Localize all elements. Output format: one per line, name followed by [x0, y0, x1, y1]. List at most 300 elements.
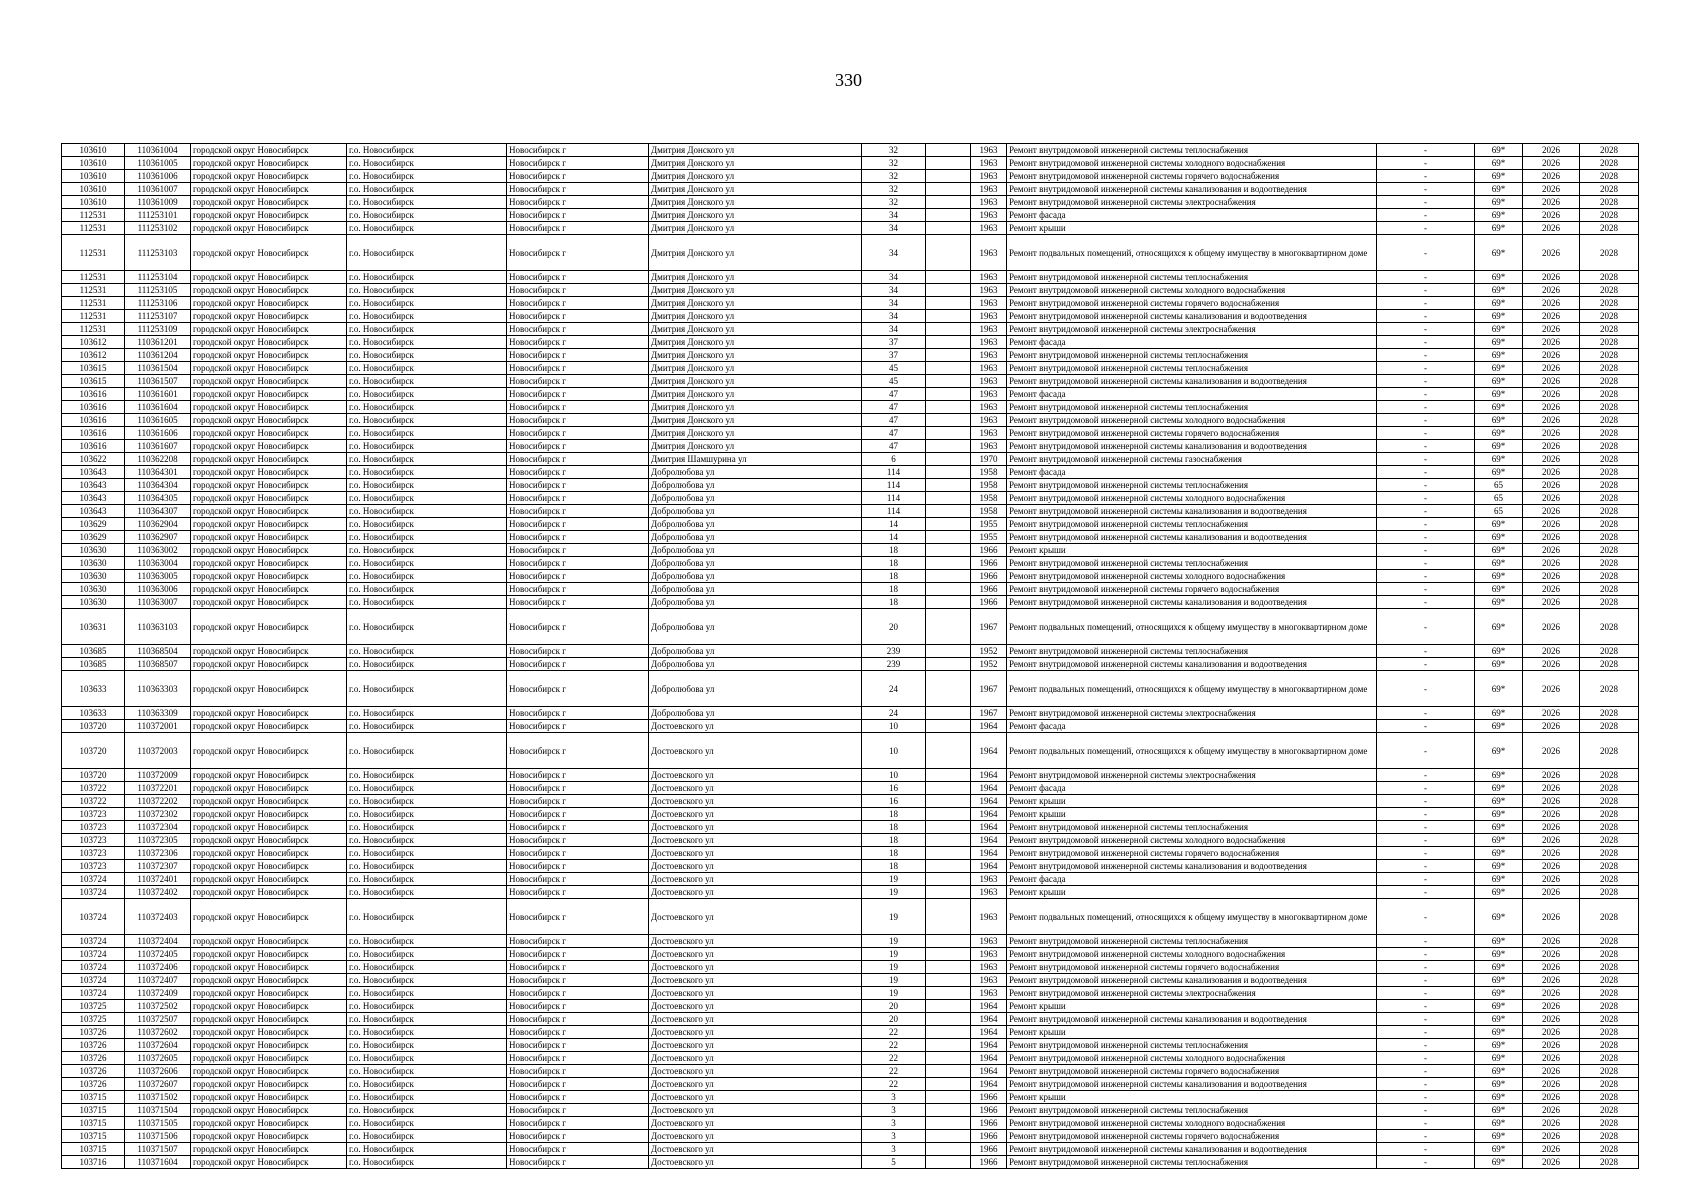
cell-year: 1963: [971, 362, 1007, 375]
cell-dash: -: [1377, 1026, 1475, 1039]
cell-district: г.о. Новосибирск: [347, 531, 507, 544]
cell-building: [926, 821, 971, 834]
cell-house-number: 20: [862, 609, 926, 645]
cell-wear: 69*: [1475, 531, 1523, 544]
cell-house-id: 103725: [62, 1000, 125, 1013]
cell-locality: Новосибирск г: [507, 782, 649, 795]
cell-dash: -: [1377, 157, 1475, 170]
cell-house-id: 103615: [62, 375, 125, 388]
cell-house-id: 103724: [62, 935, 125, 948]
cell-work: Ремонт крыши: [1007, 808, 1377, 821]
cell-locality: Новосибирск г: [507, 466, 649, 479]
cell-locality: Новосибирск г: [507, 235, 649, 271]
cell-work: Ремонт крыши: [1007, 1000, 1377, 1013]
cell-year-start: 2026: [1523, 440, 1580, 453]
cell-street: Добролюбова ул: [649, 671, 862, 707]
cell-municipality: городской округ Новосибирск: [191, 362, 347, 375]
cell-year: 1964: [971, 782, 1007, 795]
cell-dash: -: [1377, 362, 1475, 375]
cell-house-id: 103726: [62, 1065, 125, 1078]
cell-house-id: 112531: [62, 297, 125, 310]
cell-building: [926, 847, 971, 860]
cell-year-start: 2026: [1523, 1091, 1580, 1104]
cell-year: 1964: [971, 769, 1007, 782]
cell-work-id: 110361605: [125, 414, 191, 427]
cell-work-id: 110361606: [125, 427, 191, 440]
cell-work-id: 110364301: [125, 466, 191, 479]
cell-house-id: 103716: [62, 1156, 125, 1169]
cell-wear: 69*: [1475, 544, 1523, 557]
cell-building: [926, 388, 971, 401]
cell-house-number: 20: [862, 1013, 926, 1026]
cell-house-id: 103724: [62, 899, 125, 935]
cell-year-start: 2026: [1523, 974, 1580, 987]
cell-locality: Новосибирск г: [507, 1130, 649, 1143]
cell-street: Достоевского ул: [649, 935, 862, 948]
table-row: [62, 974, 1639, 987]
cell-year: 1964: [971, 1078, 1007, 1091]
cell-locality: Новосибирск г: [507, 388, 649, 401]
cell-street: Дмитрия Донского ул: [649, 196, 862, 209]
cell-street: Достоевского ул: [649, 782, 862, 795]
cell-wear: 69*: [1475, 1065, 1523, 1078]
table-row: [62, 1026, 1639, 1039]
cell-locality: Новосибирск г: [507, 310, 649, 323]
cell-year-start: 2026: [1523, 860, 1580, 873]
cell-wear: 69*: [1475, 873, 1523, 886]
cell-house-id: 103723: [62, 821, 125, 834]
cell-work: Ремонт подвальных помещений, относящихся к общему имуществу в многоквартирном доме: [1007, 235, 1377, 271]
cell-street: Дмитрия Донского ул: [649, 427, 862, 440]
cell-year: 1963: [971, 235, 1007, 271]
cell-house-number: 37: [862, 349, 926, 362]
cell-locality: Новосибирск г: [507, 144, 649, 157]
cell-year: 1966: [971, 1143, 1007, 1156]
cell-wear: 69*: [1475, 795, 1523, 808]
cell-building: [926, 707, 971, 720]
cell-work-id: 110372606: [125, 1065, 191, 1078]
cell-year: 1964: [971, 834, 1007, 847]
cell-wear: 69*: [1475, 388, 1523, 401]
cell-work-id: 110371507: [125, 1143, 191, 1156]
cell-year-end: 2028: [1580, 609, 1639, 645]
cell-house-id: 103616: [62, 388, 125, 401]
cell-building: [926, 544, 971, 557]
cell-work-id: 110372201: [125, 782, 191, 795]
cell-building: [926, 518, 971, 531]
cell-house-id: 103723: [62, 847, 125, 860]
cell-district: г.о. Новосибирск: [347, 645, 507, 658]
cell-district: г.о. Новосибирск: [347, 453, 507, 466]
cell-year: 1964: [971, 821, 1007, 834]
cell-work-id: 110364304: [125, 479, 191, 492]
cell-work: Ремонт внутридомовой инженерной системы теплоснабжения: [1007, 518, 1377, 531]
cell-year: 1963: [971, 349, 1007, 362]
cell-district: г.о. Новосибирск: [347, 235, 507, 271]
cell-year: 1963: [971, 935, 1007, 948]
cell-dash: -: [1377, 987, 1475, 1000]
cell-year: 1963: [971, 375, 1007, 388]
table-row: [62, 479, 1639, 492]
cell-dash: -: [1377, 733, 1475, 769]
cell-dash: -: [1377, 323, 1475, 336]
table-row: [62, 570, 1639, 583]
cell-dash: -: [1377, 557, 1475, 570]
cell-street: Дмитрия Донского ул: [649, 284, 862, 297]
cell-district: г.о. Новосибирск: [347, 808, 507, 821]
cell-house-number: 239: [862, 658, 926, 671]
cell-work: Ремонт внутридомовой инженерной системы теплоснабжения: [1007, 821, 1377, 834]
cell-work-id: 110372001: [125, 720, 191, 733]
cell-year-end: 2028: [1580, 375, 1639, 388]
cell-house-number: 5: [862, 1156, 926, 1169]
cell-district: г.о. Новосибирск: [347, 362, 507, 375]
cell-house-id: 103722: [62, 795, 125, 808]
cell-work-id: 111253102: [125, 222, 191, 235]
cell-house-number: 19: [862, 886, 926, 899]
cell-dash: -: [1377, 795, 1475, 808]
cell-municipality: городской округ Новосибирск: [191, 297, 347, 310]
cell-municipality: городской округ Новосибирск: [191, 974, 347, 987]
cell-building: [926, 609, 971, 645]
cell-work-id: 110372604: [125, 1039, 191, 1052]
cell-building: [926, 271, 971, 284]
cell-municipality: городской округ Новосибирск: [191, 1052, 347, 1065]
cell-house-number: 34: [862, 271, 926, 284]
cell-house-number: 47: [862, 440, 926, 453]
cell-house-number: 34: [862, 310, 926, 323]
cell-house-id: 103643: [62, 505, 125, 518]
cell-dash: -: [1377, 769, 1475, 782]
table-row: [62, 1104, 1639, 1117]
table-row: [62, 170, 1639, 183]
cell-street: Достоевского ул: [649, 795, 862, 808]
cell-locality: Новосибирск г: [507, 1039, 649, 1052]
cell-locality: Новосибирск г: [507, 886, 649, 899]
cell-house-number: 14: [862, 531, 926, 544]
cell-dash: -: [1377, 860, 1475, 873]
cell-locality: Новосибирск г: [507, 847, 649, 860]
cell-district: г.о. Новосибирск: [347, 987, 507, 1000]
cell-dash: -: [1377, 1078, 1475, 1091]
table-row: [62, 349, 1639, 362]
cell-building: [926, 466, 971, 479]
cell-house-id: 103723: [62, 808, 125, 821]
table-row: [62, 720, 1639, 733]
cell-district: г.о. Новосибирск: [347, 860, 507, 873]
table-row: [62, 834, 1639, 847]
cell-dash: -: [1377, 596, 1475, 609]
cell-municipality: городской округ Новосибирск: [191, 492, 347, 505]
cell-street: Дмитрия Донского ул: [649, 440, 862, 453]
cell-street: Достоевского ул: [649, 1013, 862, 1026]
cell-year-end: 2028: [1580, 235, 1639, 271]
cell-house-id: 103643: [62, 492, 125, 505]
cell-locality: Новосибирск г: [507, 733, 649, 769]
cell-year-start: 2026: [1523, 707, 1580, 720]
cell-municipality: городской округ Новосибирск: [191, 935, 347, 948]
cell-house-number: 34: [862, 235, 926, 271]
cell-year: 1963: [971, 144, 1007, 157]
cell-house-number: 114: [862, 479, 926, 492]
cell-year: 1963: [971, 427, 1007, 440]
cell-wear: 69*: [1475, 974, 1523, 987]
cell-locality: Новосибирск г: [507, 769, 649, 782]
cell-house-id: 103723: [62, 860, 125, 873]
cell-wear: 69*: [1475, 349, 1523, 362]
cell-work-id: 110363309: [125, 707, 191, 720]
cell-house-id: 103610: [62, 170, 125, 183]
cell-work: Ремонт внутридомовой инженерной системы горячего водоснабжения: [1007, 427, 1377, 440]
cell-district: г.о. Новосибирск: [347, 658, 507, 671]
cell-district: г.о. Новосибирск: [347, 1143, 507, 1156]
cell-work: Ремонт подвальных помещений, относящихся к общему имуществу в многоквартирном доме: [1007, 609, 1377, 645]
cell-house-number: 6: [862, 453, 926, 466]
cell-dash: -: [1377, 1091, 1475, 1104]
cell-work: Ремонт внутридомовой инженерной системы канализования и водоотведения: [1007, 183, 1377, 196]
cell-work-id: 110372409: [125, 987, 191, 1000]
cell-house-id: 103715: [62, 1130, 125, 1143]
cell-house-number: 114: [862, 466, 926, 479]
cell-street: Достоевского ул: [649, 1039, 862, 1052]
cell-year-start: 2026: [1523, 401, 1580, 414]
cell-house-number: 18: [862, 583, 926, 596]
cell-work-id: 110362907: [125, 531, 191, 544]
cell-year-end: 2028: [1580, 596, 1639, 609]
table-row: [62, 987, 1639, 1000]
cell-year-end: 2028: [1580, 401, 1639, 414]
cell-wear: 69*: [1475, 362, 1523, 375]
cell-year: 1963: [971, 297, 1007, 310]
cell-work: Ремонт внутридомовой инженерной системы электроснабжения: [1007, 196, 1377, 209]
table-row: [62, 899, 1639, 935]
cell-wear: 69*: [1475, 961, 1523, 974]
cell-year-start: 2026: [1523, 557, 1580, 570]
capital-repair-table: [61, 143, 1639, 1169]
cell-dash: -: [1377, 401, 1475, 414]
cell-district: г.о. Новосибирск: [347, 440, 507, 453]
cell-dash: -: [1377, 505, 1475, 518]
cell-street: Достоевского ул: [649, 733, 862, 769]
cell-work-id: 110361601: [125, 388, 191, 401]
cell-work: Ремонт подвальных помещений, относящихся к общему имуществу в многоквартирном доме: [1007, 733, 1377, 769]
cell-district: г.о. Новосибирск: [347, 948, 507, 961]
cell-house-number: 19: [862, 935, 926, 948]
cell-house-number: 18: [862, 596, 926, 609]
cell-street: Добролюбова ул: [649, 596, 862, 609]
cell-year-end: 2028: [1580, 1065, 1639, 1078]
table-row: [62, 271, 1639, 284]
cell-year-end: 2028: [1580, 1130, 1639, 1143]
cell-building: [926, 899, 971, 935]
cell-house-id: 112531: [62, 284, 125, 297]
cell-house-number: 34: [862, 284, 926, 297]
cell-year-start: 2026: [1523, 886, 1580, 899]
cell-dash: -: [1377, 808, 1475, 821]
cell-work: Ремонт фасада: [1007, 388, 1377, 401]
cell-wear: 69*: [1475, 583, 1523, 596]
cell-year-end: 2028: [1580, 1039, 1639, 1052]
cell-house-number: 239: [862, 645, 926, 658]
cell-dash: -: [1377, 961, 1475, 974]
cell-work: Ремонт внутридомовой инженерной системы канализования и водоотведения: [1007, 310, 1377, 323]
cell-dash: -: [1377, 297, 1475, 310]
cell-year: 1964: [971, 720, 1007, 733]
cell-street: Достоевского ул: [649, 1065, 862, 1078]
cell-district: г.о. Новосибирск: [347, 323, 507, 336]
cell-wear: 69*: [1475, 453, 1523, 466]
cell-year-start: 2026: [1523, 336, 1580, 349]
cell-municipality: городской округ Новосибирск: [191, 645, 347, 658]
cell-building: [926, 873, 971, 886]
cell-work-id: 110363006: [125, 583, 191, 596]
cell-house-id: 103724: [62, 948, 125, 961]
cell-work-id: 110363004: [125, 557, 191, 570]
cell-house-number: 114: [862, 505, 926, 518]
cell-year: 1955: [971, 531, 1007, 544]
cell-year-end: 2028: [1580, 1078, 1639, 1091]
cell-house-id: 103715: [62, 1104, 125, 1117]
cell-street: Добролюбова ул: [649, 544, 862, 557]
cell-year-end: 2028: [1580, 466, 1639, 479]
cell-building: [926, 808, 971, 821]
cell-street: Дмитрия Шамшурина ул: [649, 453, 862, 466]
cell-municipality: городской округ Новосибирск: [191, 349, 347, 362]
cell-locality: Новосибирск г: [507, 645, 649, 658]
cell-street: Дмитрия Донского ул: [649, 362, 862, 375]
cell-work: Ремонт внутридомовой инженерной системы горячего водоснабжения: [1007, 170, 1377, 183]
cell-house-number: 3: [862, 1130, 926, 1143]
cell-district: г.о. Новосибирск: [347, 196, 507, 209]
cell-locality: Новосибирск г: [507, 492, 649, 505]
cell-house-number: 34: [862, 222, 926, 235]
cell-year: 1963: [971, 271, 1007, 284]
cell-work: Ремонт внутридомовой инженерной системы канализования и водоотведения: [1007, 375, 1377, 388]
cell-locality: Новосибирск г: [507, 531, 649, 544]
cell-work-id: 110371504: [125, 1104, 191, 1117]
cell-district: г.о. Новосибирск: [347, 769, 507, 782]
cell-house-id: 103610: [62, 157, 125, 170]
cell-house-id: 103724: [62, 886, 125, 899]
cell-work-id: 110363007: [125, 596, 191, 609]
cell-wear: 69*: [1475, 707, 1523, 720]
cell-year: 1966: [971, 583, 1007, 596]
table-row: [62, 427, 1639, 440]
table-row: [62, 1117, 1639, 1130]
cell-municipality: городской округ Новосибирск: [191, 570, 347, 583]
cell-year-start: 2026: [1523, 609, 1580, 645]
cell-locality: Новосибирск г: [507, 544, 649, 557]
cell-house-id: 103685: [62, 658, 125, 671]
cell-house-number: 34: [862, 209, 926, 222]
cell-wear: 69*: [1475, 658, 1523, 671]
cell-year-end: 2028: [1580, 821, 1639, 834]
cell-municipality: городской округ Новосибирск: [191, 414, 347, 427]
table-row: [62, 209, 1639, 222]
cell-work-id: 110364305: [125, 492, 191, 505]
cell-wear: 69*: [1475, 1143, 1523, 1156]
cell-wear: 69*: [1475, 1130, 1523, 1143]
cell-municipality: городской округ Новосибирск: [191, 375, 347, 388]
cell-year-start: 2026: [1523, 961, 1580, 974]
cell-municipality: городской округ Новосибирск: [191, 235, 347, 271]
cell-street: Достоевского ул: [649, 873, 862, 886]
cell-locality: Новосибирск г: [507, 671, 649, 707]
cell-year-end: 2028: [1580, 170, 1639, 183]
cell-house-number: 18: [862, 557, 926, 570]
cell-year-start: 2026: [1523, 375, 1580, 388]
cell-house-id: 103610: [62, 144, 125, 157]
cell-wear: 69*: [1475, 1091, 1523, 1104]
cell-building: [926, 427, 971, 440]
cell-building: [926, 557, 971, 570]
cell-dash: -: [1377, 873, 1475, 886]
cell-year-start: 2026: [1523, 323, 1580, 336]
cell-house-id: 103629: [62, 531, 125, 544]
cell-building: [926, 479, 971, 492]
cell-house-number: 47: [862, 427, 926, 440]
cell-year-end: 2028: [1580, 948, 1639, 961]
table-row: [62, 492, 1639, 505]
cell-year-end: 2028: [1580, 336, 1639, 349]
table-row: [62, 847, 1639, 860]
cell-year-end: 2028: [1580, 1104, 1639, 1117]
cell-year-start: 2026: [1523, 899, 1580, 935]
cell-municipality: городской округ Новосибирск: [191, 808, 347, 821]
table-row: [62, 310, 1639, 323]
cell-locality: Новосибирск г: [507, 453, 649, 466]
cell-year: 1963: [971, 987, 1007, 1000]
cell-municipality: городской округ Новосибирск: [191, 531, 347, 544]
cell-work-id: 111253103: [125, 235, 191, 271]
cell-work-id: 110371604: [125, 1156, 191, 1169]
cell-house-number: 22: [862, 1039, 926, 1052]
cell-district: г.о. Новосибирск: [347, 492, 507, 505]
cell-work: Ремонт внутридомовой инженерной системы холодного водоснабжения: [1007, 414, 1377, 427]
cell-street: Дмитрия Донского ул: [649, 297, 862, 310]
cell-building: [926, 961, 971, 974]
cell-wear: 69*: [1475, 401, 1523, 414]
cell-year-end: 2028: [1580, 847, 1639, 860]
cell-municipality: городской округ Новосибирск: [191, 987, 347, 1000]
cell-house-id: 112531: [62, 323, 125, 336]
cell-year: 1963: [971, 170, 1007, 183]
cell-year: 1966: [971, 570, 1007, 583]
table-row: [62, 518, 1639, 531]
cell-wear: 65: [1475, 479, 1523, 492]
cell-district: г.о. Новосибирск: [347, 297, 507, 310]
cell-year-start: 2026: [1523, 987, 1580, 1000]
cell-wear: 69*: [1475, 1156, 1523, 1169]
cell-street: Достоевского ул: [649, 1078, 862, 1091]
cell-house-number: 32: [862, 157, 926, 170]
table-row: [62, 544, 1639, 557]
cell-dash: -: [1377, 492, 1475, 505]
cell-building: [926, 1026, 971, 1039]
cell-dash: -: [1377, 479, 1475, 492]
cell-street: Дмитрия Донского ул: [649, 183, 862, 196]
table-row: [62, 1143, 1639, 1156]
cell-year-end: 2028: [1580, 860, 1639, 873]
cell-building: [926, 1117, 971, 1130]
cell-year-start: 2026: [1523, 414, 1580, 427]
cell-house-id: 103616: [62, 414, 125, 427]
cell-work: Ремонт внутридомовой инженерной системы канализования и водоотведения: [1007, 658, 1377, 671]
cell-year-start: 2026: [1523, 570, 1580, 583]
cell-dash: -: [1377, 388, 1475, 401]
cell-house-number: 19: [862, 873, 926, 886]
cell-year-end: 2028: [1580, 557, 1639, 570]
